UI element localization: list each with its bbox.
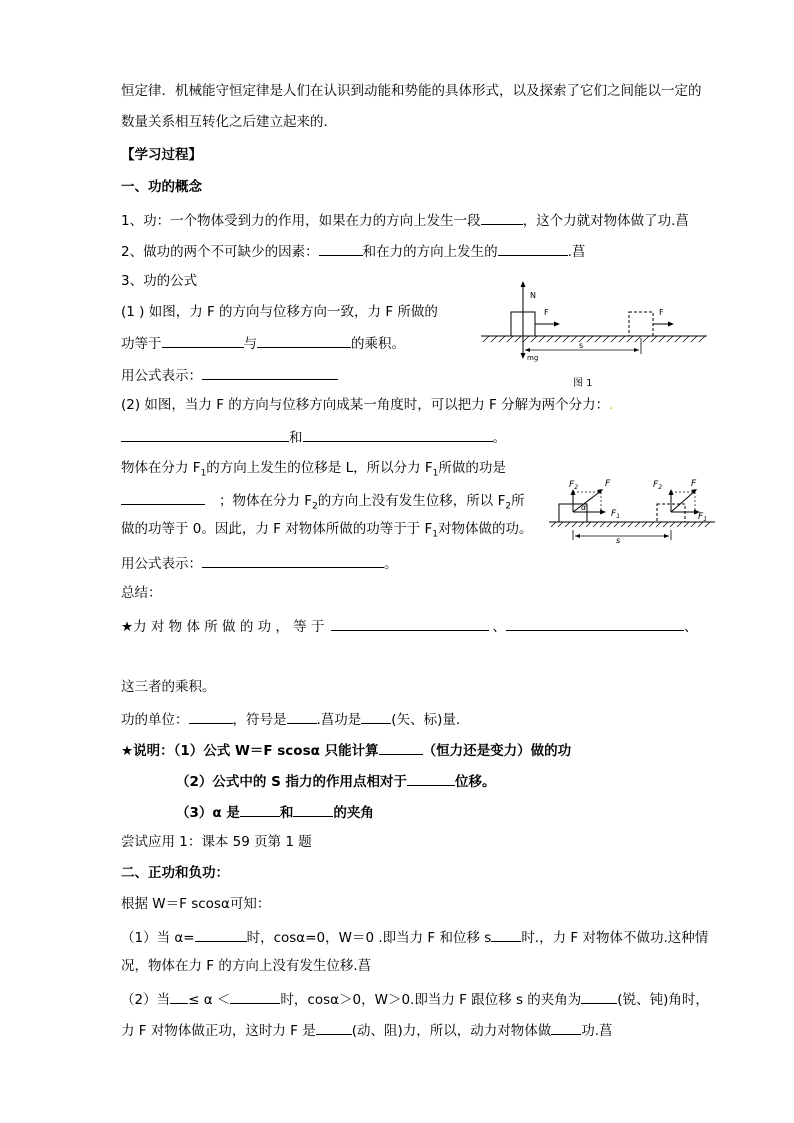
unit-d: (矢、标)量. [391,712,461,728]
label-f: F [544,308,549,317]
blank[interactable] [331,616,489,631]
figure-2 [545,474,717,544]
sub1-b-pre: 功等于 [121,336,162,352]
disp-c-post: 对物体做的功。 [438,521,533,537]
disp-a-post: 的方向上发生的位移是 L，所以分力 F [206,460,433,476]
label-f-2: F [659,308,664,317]
figure-caption: 图 1 [573,378,593,389]
unit-a: 功的单位： [121,712,189,728]
note3 [176,802,374,822]
disp-a: 物体在分力 F [121,460,201,476]
blank[interactable] [506,616,684,631]
blank[interactable] [121,427,289,442]
blank[interactable] [319,241,363,256]
star-end: 、 [684,619,698,635]
blank[interactable] [481,210,523,225]
figure-1 [477,276,709,392]
c2-b: ≤ α ＜ [188,992,231,1008]
subscript: 1 [200,468,207,479]
c1-a: （1）当 α= [121,930,195,946]
blank[interactable] [170,989,188,1004]
blank[interactable] [316,1020,352,1035]
disp-c: 做的功等于 0。因此，力 F 对物体所做的功等于于 F [121,521,433,537]
basis: 根据 W＝F scosα可知： [121,896,271,912]
blank[interactable] [202,365,338,380]
formula1-label: 用公式表示： [121,368,202,384]
sub1-b-post: 的乘积。 [351,336,405,352]
label-mg: mg [527,354,539,362]
disp-b-post: 的方向上没有发生位移，所以 F [317,493,506,509]
intro-line-1: 恒定律．机械能守恒定律是人们在认识到动能和势能的具体形式，以及探索了它们之间能以一定的 [121,83,702,99]
star-line [121,616,698,636]
blank[interactable] [240,802,280,817]
sub2-line-a [121,396,613,414]
ground-hatch [551,522,710,527]
disp-b-post2: 所 [511,493,525,509]
star-text: ★力 对 物 体 所 做 的 功 ， 等 于 [121,619,325,635]
note3-c: 的夹角 [333,805,374,821]
case1-line-a [121,927,708,947]
case1-line-b: 况，物体在力 F 的方向上没有发生位移.菖 [121,958,372,974]
c2-g: 功.菖 [581,1023,613,1039]
c2-f: (动、阻)力，所以，动力对物体做 [351,1023,552,1039]
c2-c: 时，cosα＞0，W＞0.即当力 F 跟位移 s 的夹角为 [280,992,582,1008]
label-f1: $F_1$ [611,509,621,520]
label-f-2: F [691,479,697,489]
disp-line-a [121,459,506,483]
try-application: 尝试应用 1：课本 59 页第 1 题 [121,834,312,850]
subscript: 1 [432,529,439,540]
item1-text-a: 1、功：一个物体受到力的作用，如果在力的方向上发生一段 [121,213,481,229]
note1-b: （恒力还是变力）做的功 [422,743,572,759]
unit-line [121,709,460,729]
case2-line-a [121,989,709,1009]
blank[interactable] [189,709,233,724]
item2 [121,241,585,261]
intro-line-2: 数量关系相互转化之后建立起来的． [121,114,337,130]
sub2-a-dot: . [609,397,614,413]
blank[interactable] [379,740,423,755]
item2-text-b: 和在力的方向上发生的 [362,244,498,260]
part1-title: 一、功的概念 [121,179,202,195]
ground-hatch [483,336,705,342]
sub2-b-post: 。 [492,430,506,446]
blank[interactable] [498,241,568,256]
blank[interactable] [162,333,244,348]
sub1-line-b [121,333,405,353]
formula1 [121,365,338,385]
label-f2-2: $F_2$ [653,480,663,491]
label-n: N [530,291,536,300]
sub1-line-a: (1 ) 如图，力 F 的方向与位移方向一致，力 F 所做的 [121,304,438,320]
subscript: 2 [505,501,512,512]
note3-a: （3）α 是 [176,805,240,821]
label-f2: $F_2$ [569,480,579,491]
note2 [176,771,496,791]
blank[interactable] [407,771,455,786]
label-s: s [579,341,584,350]
sub2-line-b [121,427,506,447]
label-f1-2: $F_1$ [698,512,708,523]
blank[interactable] [293,802,333,817]
unit-c: .菖功是 [316,712,362,728]
c2-e: 力 F 对物体做正功，这时力 F 是 [121,1023,316,1039]
blank[interactable] [195,927,247,942]
item1-text-b: ，这个力就对物体做了功.菖 [522,213,689,229]
subscript: 2 [312,501,318,512]
c1-b: 时，cosα=0，W＝0 .即当力 F 和位移 s [246,930,492,946]
blank[interactable] [551,1020,581,1035]
blank[interactable] [202,553,384,568]
c2-d: (锐、钝)角时， [617,992,709,1008]
section-header: 【学习过程】 [121,147,202,163]
three: 这三者的乘积。 [121,679,216,695]
note1 [121,740,571,760]
c2-a: （2）当 [121,992,171,1008]
disp-line-c [121,520,533,544]
dashed-block [629,312,653,336]
blank[interactable] [581,989,617,1004]
blank[interactable] [303,427,493,442]
note2-a: （2）公式中的 S 指力的作用点相对于 [176,774,408,790]
formula2-label: 用公式表示： [121,556,202,572]
item1 [121,210,689,230]
summary: 总结： [121,585,162,601]
item3: 3、功的公式 [121,273,198,289]
note3-b: 和 [279,805,294,821]
blank[interactable] [121,490,205,505]
f-arrow-2 [671,491,695,512]
blank[interactable] [491,927,521,942]
blank[interactable] [257,333,351,348]
part2-title: 二、正功和负功： [121,865,229,881]
subscript: 1 [432,468,439,479]
label-alpha: α [581,503,587,512]
note2-b: 位移。 [455,774,496,790]
disp-a-post2: 所做的功是 [438,460,506,476]
item2-text-a: 2、做功的两个不可缺少的因素： [121,244,319,260]
disp-b-a: ；物体在分力 F [219,493,313,509]
disp-line-b [121,490,525,516]
sub2-a-text: (2) 如图，当力 F 的方向与位移方向成某一角度时，可以把力 F 分解为两个分力： [121,397,610,413]
blank[interactable] [287,709,317,724]
blank[interactable] [230,989,280,1004]
case2-line-b [121,1020,613,1040]
blank[interactable] [361,709,391,724]
item2-text-c: .菖 [567,244,586,260]
unit-b: ，符号是 [232,712,287,728]
sub2-b-mid: 和 [289,430,303,446]
label-f: F [605,479,611,489]
formula2 [121,553,398,573]
c1-c: 时.，力 F 对物体不做功.这种情 [521,930,709,946]
formula2-end: 。 [384,556,398,572]
star-sep: 、 [492,619,507,635]
sub1-b-mid: 与 [243,336,257,352]
note1-a: ★说明：（1）公式 W＝F scosα 只能计算 [121,743,379,759]
label-s: s [616,536,621,544]
